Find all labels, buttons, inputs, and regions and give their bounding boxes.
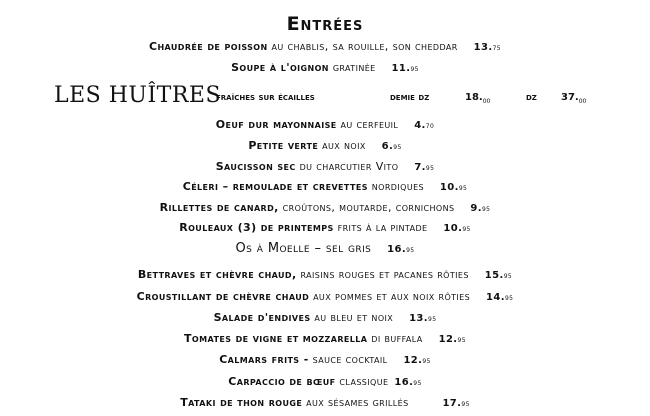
huitres-half-price: $18._{00}$	[465, 92, 491, 105]
item-price: 10.95	[439, 182, 468, 193]
item-name: Rouleaux (3) de printemps	[179, 221, 334, 234]
item-desc: nordiques	[371, 180, 425, 193]
menu-title: Entrées	[286, 13, 364, 35]
huitres-logo: LES HUÎTRES	[54, 83, 222, 108]
item-name: Oeuf dur mayonnaise	[215, 118, 337, 131]
menu-item	[0, 332, 650, 345]
item-name: Tomates de vigne et mozzarella	[184, 332, 368, 345]
item-desc: di buffala	[371, 332, 423, 345]
item-name: Petite verte	[248, 139, 319, 152]
menu-item	[0, 221, 650, 234]
item-price: 13.75	[473, 42, 501, 53]
menu-item	[0, 160, 650, 173]
item-desc: raisins rouges et pacanes rôties	[300, 268, 469, 281]
item-price: 14.95	[486, 292, 514, 303]
menu-item	[0, 180, 650, 193]
menu-item	[0, 268, 650, 281]
item-price: 15.95	[484, 270, 513, 281]
item-desc: aux pommes et aux noix rôties	[313, 290, 471, 303]
item-price: 11.95	[391, 63, 419, 74]
item-name: Saucisson sec	[215, 160, 296, 173]
menu-item	[0, 241, 650, 256]
item-name: Soupe à l'oignon	[231, 61, 329, 74]
item-name: Carpaccio de bœuf	[228, 375, 336, 388]
item-desc: gratinée	[332, 61, 376, 74]
item-desc: au cerfeuil	[340, 118, 399, 131]
menu-item	[0, 396, 650, 409]
item-price: 4.70	[414, 120, 435, 131]
item-name: Calmars frits -	[219, 353, 309, 366]
menu-item	[0, 375, 650, 388]
item-price: 12.95	[403, 355, 431, 366]
menu-item	[0, 353, 650, 366]
item-name: Céleri – remoulade et crevettes	[182, 180, 368, 193]
item-name: Rillettes de canard,	[159, 201, 279, 214]
menu-item	[0, 40, 650, 53]
menu-item	[0, 118, 650, 131]
menu-item	[0, 311, 650, 324]
item-price: 16.95	[394, 377, 422, 388]
item-desc: aux noix	[322, 139, 366, 152]
item-name: Bettraves et chèvre chaud,	[137, 268, 297, 281]
item-desc: du charcutier Vito	[299, 160, 399, 173]
item-price: 9.95	[470, 203, 491, 214]
item-desc: au chablis, sa rouille, son cheddar	[271, 40, 458, 53]
item-name: Tataki de thon rouge	[180, 396, 303, 409]
item-desc: classique	[339, 375, 389, 388]
item-price: 10.95	[443, 223, 471, 234]
menu-item	[0, 61, 650, 74]
item-name: Croustillant de chèvre chaud	[136, 290, 310, 303]
item-price: 13.95	[409, 313, 437, 324]
item-name: Chaudrée de poisson	[148, 40, 268, 53]
item-desc: frits à la pintade	[337, 221, 428, 234]
huitres-desc: fraîches sur écailles	[216, 92, 315, 103]
menu-item	[0, 201, 650, 214]
item-desc: sauce cocktail	[312, 353, 388, 366]
item-name: Os à Moelle – sel gris	[235, 241, 372, 256]
huitres-row	[0, 83, 650, 109]
menu-item	[0, 290, 650, 303]
huitres-half-label: demie dz	[390, 92, 430, 103]
item-price: 16.95	[387, 244, 415, 255]
huitres-dz-label: dz	[526, 92, 537, 103]
menu-item	[0, 139, 650, 152]
item-desc: aux sésames grillés	[306, 396, 409, 409]
item-desc: au bleu et noix	[314, 311, 394, 324]
item-price: 7.95	[414, 162, 435, 173]
item-price: 17.95	[442, 398, 470, 409]
item-price: 6.95	[381, 141, 402, 152]
item-desc: croûtons, moutarde, cornichons	[282, 201, 455, 214]
item-price: 12.95	[438, 334, 466, 345]
item-name: Salade d'endives	[213, 311, 311, 324]
huitres-dz-price: $37._{00}$	[561, 92, 587, 105]
